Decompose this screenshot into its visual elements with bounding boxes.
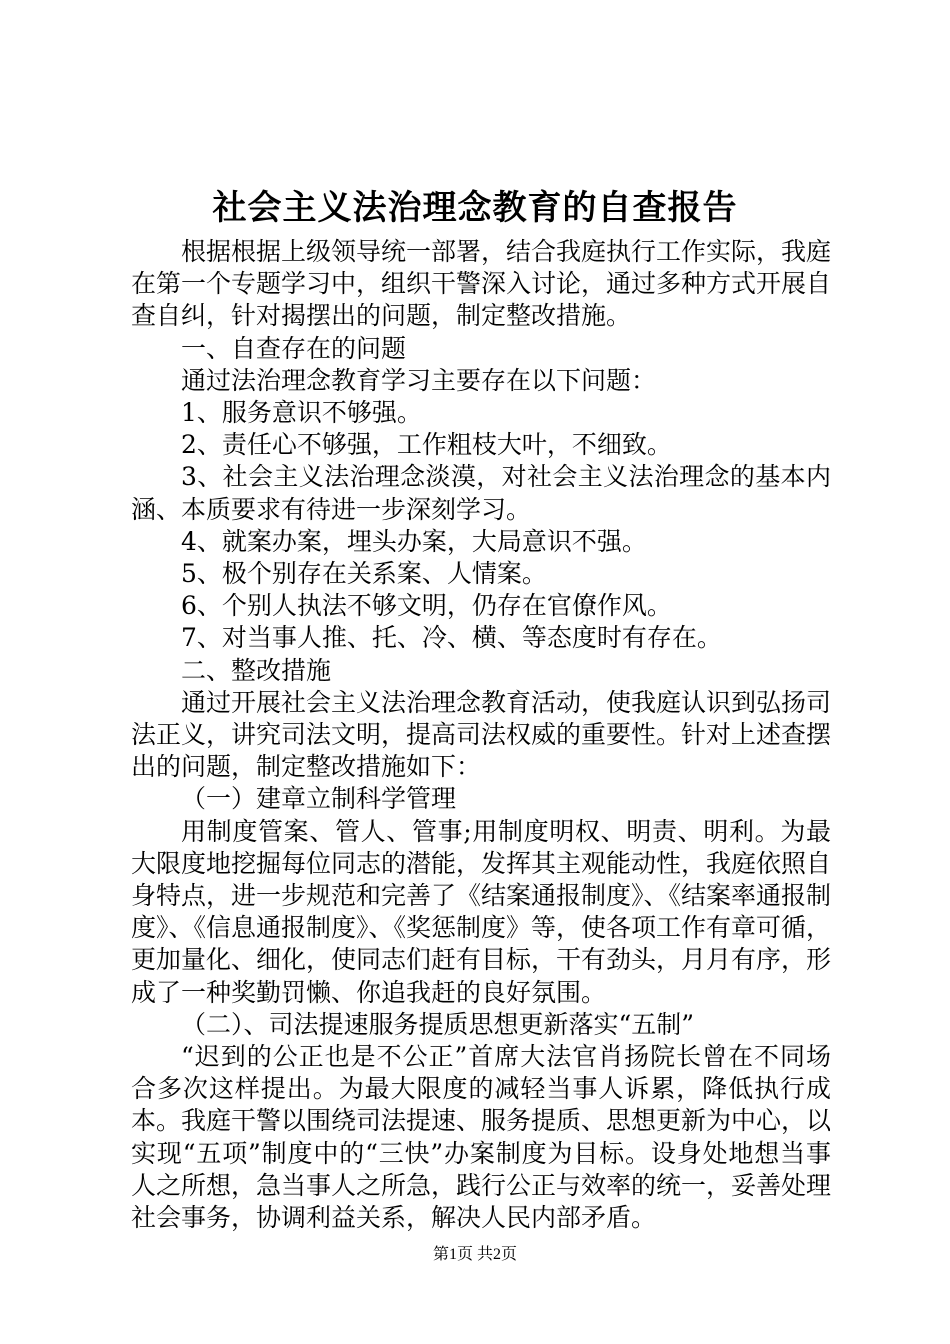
problem-item-3: 3、社会主义法治理念淡漠，对社会主义法治理念的基本内涵、本质要求有待进一步深刻学习。	[131, 462, 831, 524]
problem-item-2: 2、责任心不够强，工作粗枝大叶，不细致。	[181, 430, 672, 460]
subheading-measure-1: （一）建章立制科学管理	[181, 784, 457, 814]
problem-item-1: 1、服务意识不够强。	[181, 398, 422, 428]
problem-item-4: 4、就案办案，埋头办案，大局意识不强。	[181, 526, 647, 556]
problem-item-7: 7、对当事人推、托、冷、横、等态度时有存在。	[181, 623, 722, 653]
document-title: 社会主义法治理念教育的自查报告	[212, 188, 738, 228]
paragraph-problems-lead: 通过法治理念教育学习主要存在以下问题：	[181, 365, 657, 395]
section-heading-measures: 二、整改措施	[181, 655, 332, 685]
section-heading-problems: 一、自查存在的问题	[181, 333, 407, 363]
document-body	[131, 236, 831, 1234]
problem-item-5: 5、极个别存在关系案、人情案。	[181, 559, 547, 589]
page-number-footer: 第1页 共2页	[432, 1246, 517, 1263]
problem-item-6: 6、个别人执法不够文明，仍存在官僚作风。	[181, 591, 672, 621]
paragraph-intro: 根据根据上级领导统一部署，结合我庭执行工作实际，我庭在第一个专题学习中，组织干警深入讨论，通过多种方式开展自查自纠，针对揭摆出的问题，制定整改措施。	[131, 237, 832, 331]
paragraph-measure-1: 用制度管案、管人、管事;用制度明权、明责、明利。为最大限度地挖掘每位同志的潜能，发挥其主观能动性，我庭依照自身特点，进一步规范和完善了《结案通报制度》、《结案率通报制度》、《信息通报制度》、《奖惩制度》等，使各项工作有章可循，更加量化、细化，使同志们赶有目标，干有劲头，月月有序，形成了一种奖勤罚懒、你追我赶的良好氛围。	[131, 816, 832, 1007]
subheading-measure-2: （二）、司法提速服务提质思想更新落实“五制”	[181, 1009, 695, 1039]
paragraph-measures-lead: 通过开展社会主义法治理念教育活动，使我庭认识到弘扬司法正义，讲究司法文明，提高司法权威的重要性。针对上述查摆出的问题，制定整改措施如下：	[131, 687, 832, 782]
paragraph-measure-2: “迟到的公正也是不公正”首席大法官肖扬院长曾在不同场合多次这样提出。为最大限度的减轻当事人诉累，降低执行成本。我庭干警以围绕司法提速、服务提质、思想更新为中心，以实现“五项”制度中的“三快”办案制度为目标。设身处地想当事人之所想，急当事人之所急，践行公正与效率的统一，妥善处理社会事务，协调利益关系，解决人民内部矛盾。	[131, 1042, 832, 1233]
